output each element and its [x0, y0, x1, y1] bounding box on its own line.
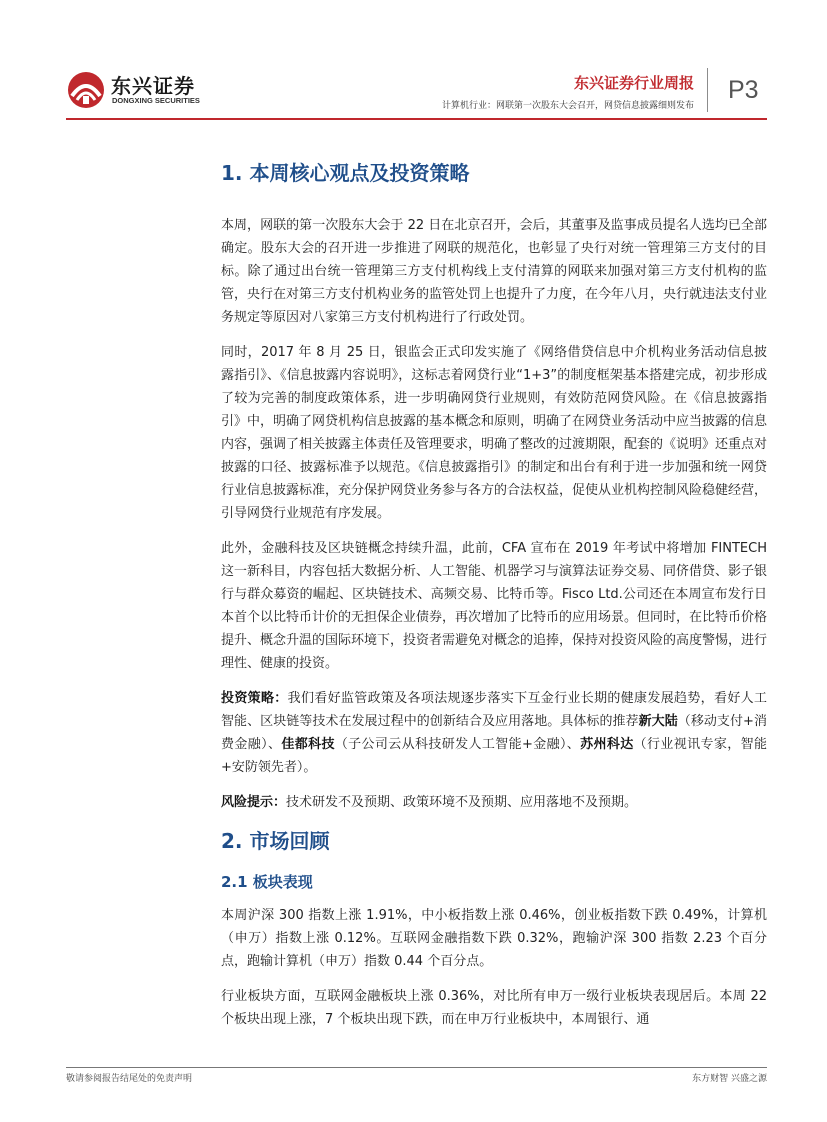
logo-english-name: DONGXING SECURITIES	[112, 96, 200, 105]
strategy-text: 我们看好监管政策及各项法规逐步落实下互金行业长期的健康发展趋势，看好人工智能、区块链等技术在发展过程中的创新结合及应用落地。具体标的推荐	[221, 691, 767, 729]
risk-text: 技术研发不及预期、政策环境不及预期、应用落地不及预期。	[286, 795, 638, 810]
company-logo	[66, 68, 206, 112]
stock-recommendation-1: 新大陆	[638, 714, 678, 729]
header-divider	[707, 68, 708, 112]
section-heading-core-views: 1. 本周核心观点及投资策略	[221, 161, 470, 185]
section-heading-market-review: 2. 市场回顾	[221, 829, 330, 853]
paragraph-risk-warning	[221, 791, 767, 814]
logo-mark-icon	[66, 70, 106, 110]
stock-2-description: （子公司云从科技研发人工智能+金融）、	[334, 737, 581, 752]
page-number: P3	[728, 76, 759, 104]
report-body	[221, 150, 767, 1043]
strategy-label: 投资策略：	[221, 691, 288, 706]
paragraph-fintech-blockchain: 此外，金融科技及区块链概念持续升温，此前，CFA 宣布在 2019 年考试中将增加 FINTECH 这一新科目，内容包括大数据分析、人工智能、机器学习与演算法证券交易、同侪借贷、影子银行与群众募资的崛起、区块链技术、高频交易、比特币等。Fisco Ltd.公司还在本周宣布发行日本首个以比特币计价的无担保企业债券，再次增加了比特币的应用场景。但同时，在比特币价格提升、概念升温的国际环境下，投资者需避免对概念的追捧，保持对投资风险的高度警惕，进行理性、健康的投资。	[221, 541, 768, 671]
paragraph-sector-performance: 行业板块方面，互联网金融板块上涨 0.36%，对比所有申万一级行业板块表现居后。本周 22 个板块出现上涨，7 个板块出现下跌，而在申万行业板块中，本周银行、通	[221, 989, 767, 1027]
stock-recommendation-2: 佳都科技	[281, 737, 335, 752]
logo-chinese-name: 东兴证券	[111, 74, 195, 98]
header-rule	[66, 118, 767, 120]
subsection-heading-sector-performance: 2.1 板块表现	[221, 873, 313, 891]
paragraph-p2p-disclosure: 同时，2017 年 8 月 25 日，银监会正式印发实施了《网络借贷信息中介机构业务活动信息披露指引》、《信息披露内容说明》，这标志着网贷行业“1+3”的制度框架基本搭建完成，初步形成了较为完善的制度政策体系，进一步明确网贷行业规则，有效防范网贷风险。在《信息披露指引》中，明确了网贷机构信息披露的基本概念和原则，明确了在网贷业务活动中应当披露的信息内容，强调了相关披露主体责任及管理要求，明确了整改的过渡期限，配套的《说明》还重点对披露的口径、披露标准予以规范。《信息披露指引》的制定和出台有利于进一步加强和统一网贷行业信息披露标准，充分保护网贷业务参与各方的合法权益，促使从业机构控制风险稳健经营，引导网贷行业规范有序发展。	[221, 345, 768, 521]
risk-label: 风险提示：	[221, 795, 287, 810]
stock-3-description: （行业视讯专家，智能+安防领先者）。	[221, 737, 767, 775]
stock-recommendation-3: 苏州科达	[580, 737, 634, 752]
report-title: 东兴证券行业周报	[573, 74, 694, 92]
paragraph-netlink: 本周，网联的第一次股东大会于 22 日在北京召开，会后，其董事及监事成员提名人选均已全部确定。股东大会的召开进一步推进了网联的规范化，也彰显了央行对统一管理第三方支付的目标。除了通过出台统一管理第三方支付机构线上支付清算的网联来加强对第三方支付机构的监管，央行在对第三方支付机构业务的监管处罚上也提升了力度，在今年八月，央行就违法支付业务规定等原因对八家第三方支付机构进行了行政处罚。	[221, 218, 768, 325]
paragraph-index-performance: 本周沪深 300 指数上涨 1.91%，中小板指数上涨 0.46%，创业板指数下跌 0.49%，计算机（申万）指数上涨 0.12%。互联网金融指数下跌 0.32%，跑输沪深 300 指数 2.23 个百分点，跑输计算机（申万）指数 0.44 个百分点。	[221, 908, 767, 969]
page-header	[0, 0, 827, 125]
paragraph-investment-strategy	[221, 687, 767, 779]
footer-rule	[66, 1067, 767, 1068]
footer-disclaimer: 敬请参阅报告结尾处的免责声明	[66, 1074, 193, 1084]
stock-1-description: （移动支付+消费金融）、	[221, 714, 767, 752]
footer-slogan: 东方财智 兴盛之源	[692, 1074, 767, 1084]
report-subtitle: 计算机行业：网联第一次股东大会召开，网贷信息披露细则发布	[441, 101, 694, 111]
